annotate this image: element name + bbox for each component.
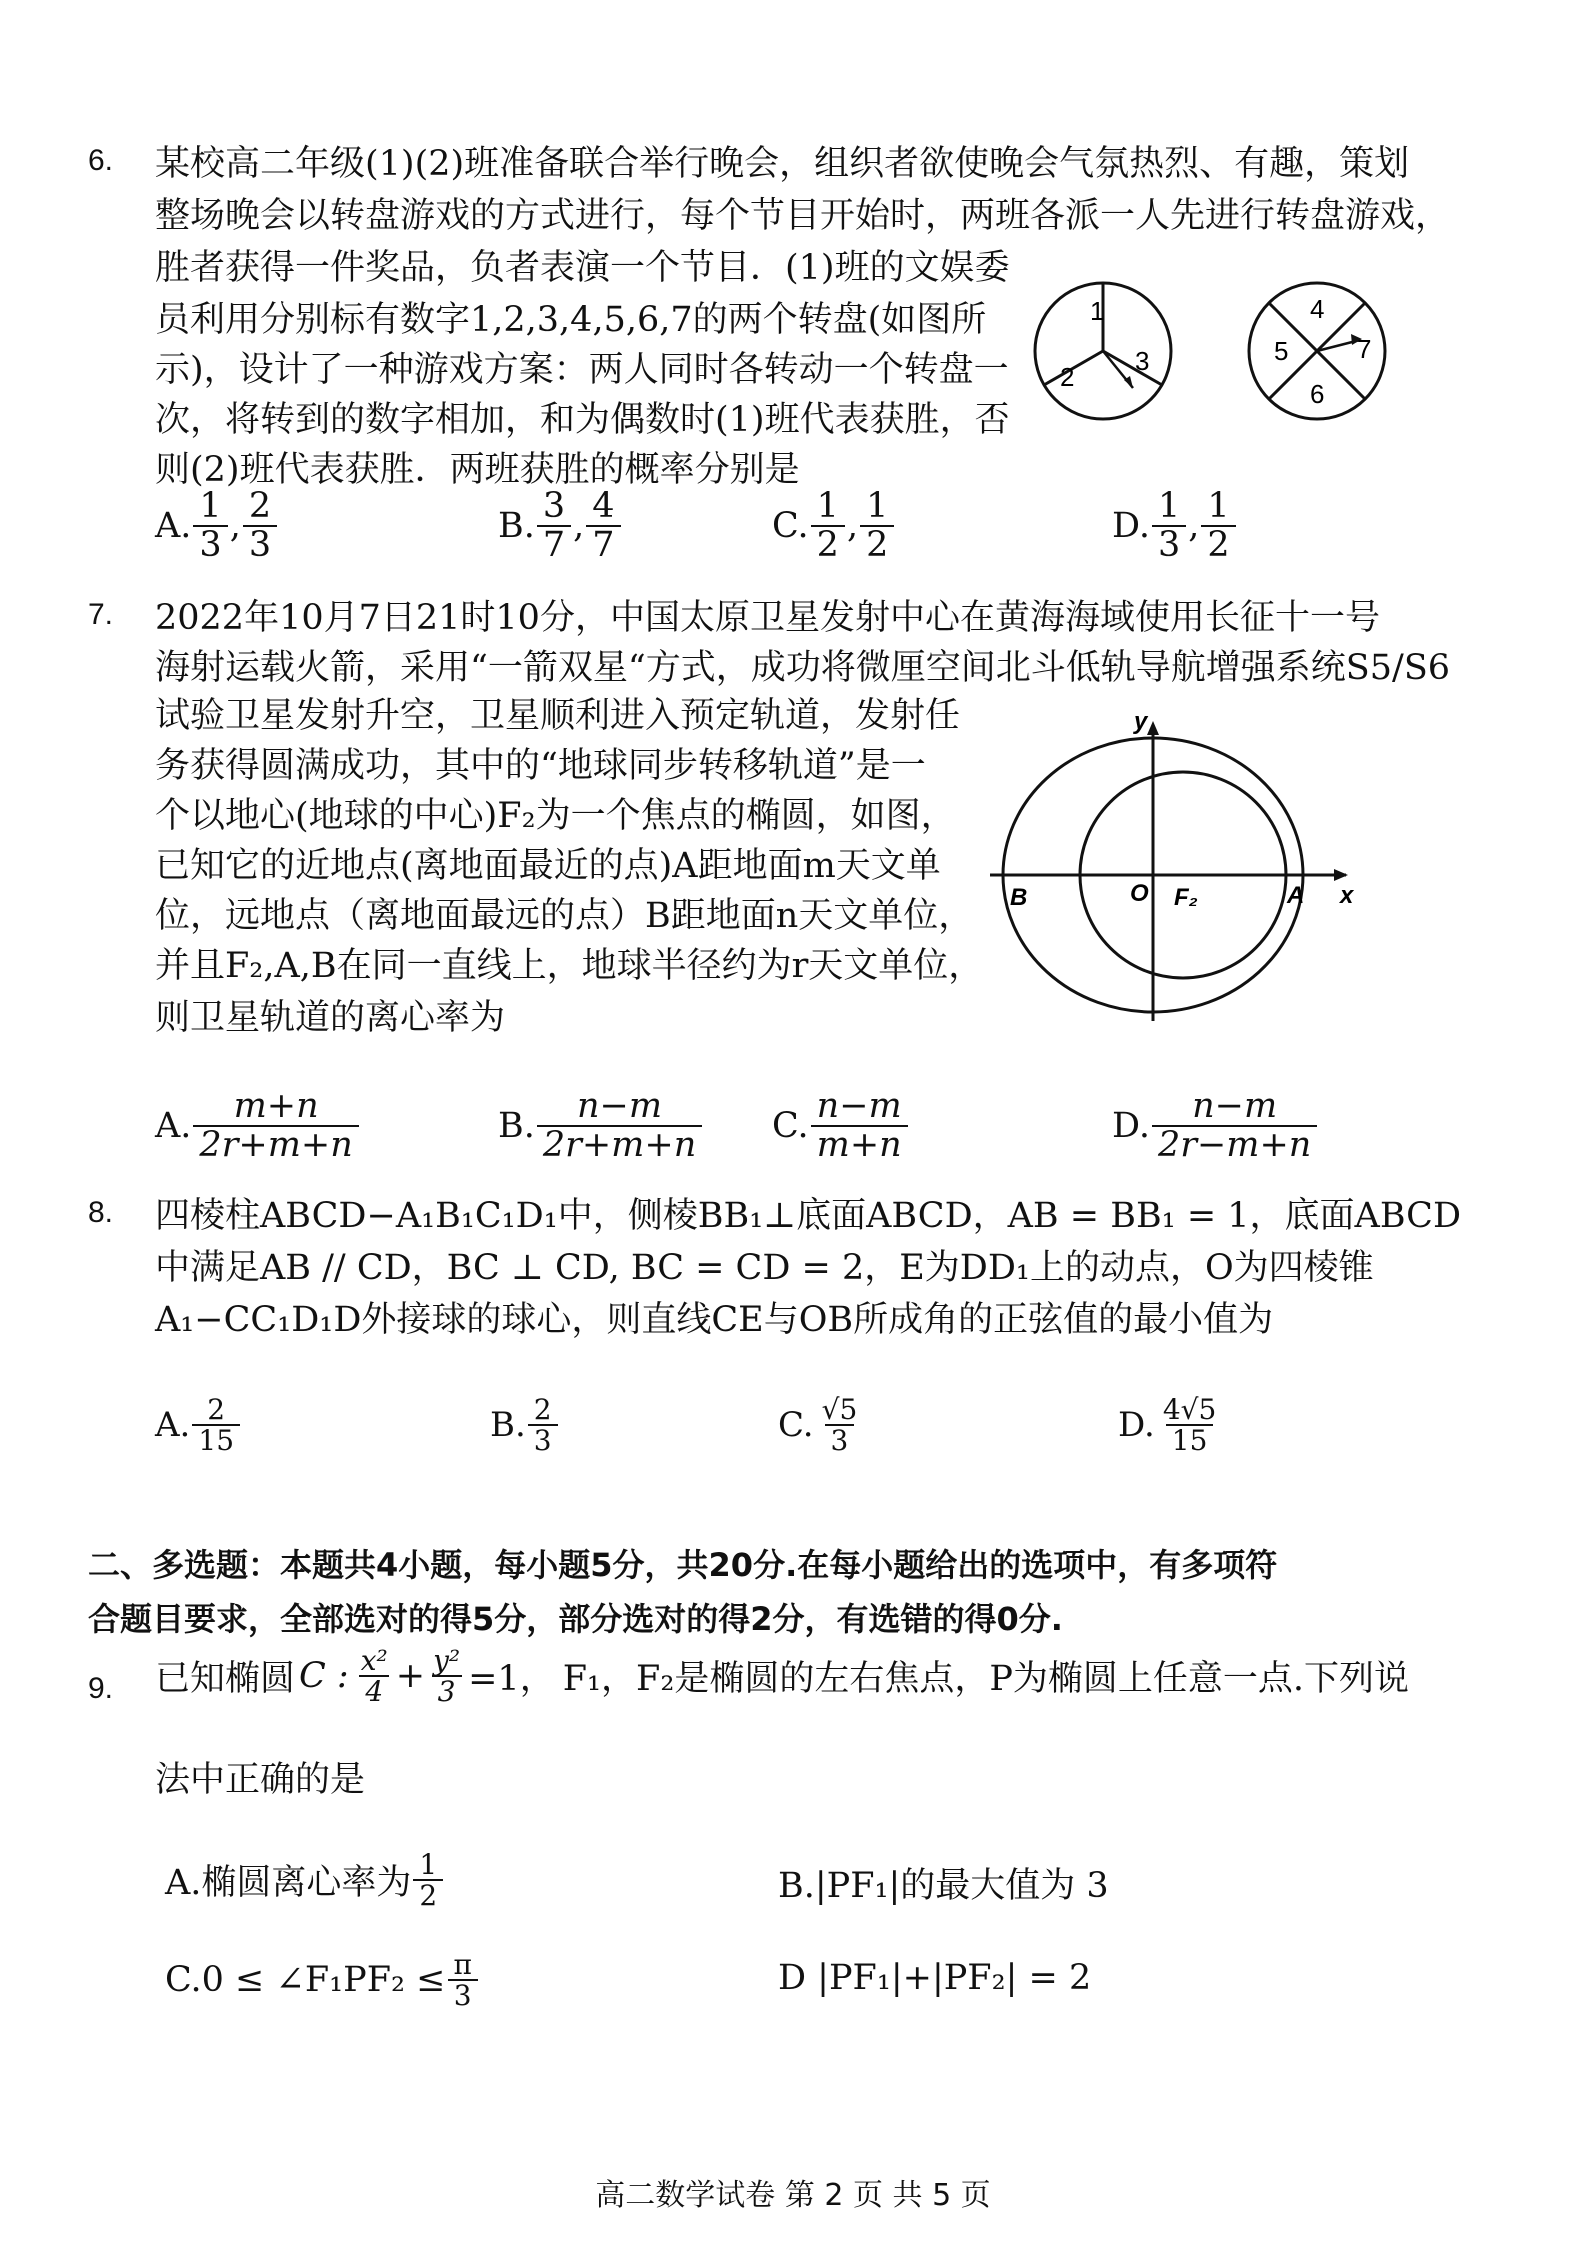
fraction: $\frac{3}{7}$ xyxy=(537,488,571,564)
question-text-line: 次，将转到的数字相加，和为偶数时(1)班代表获胜，否 xyxy=(155,400,1010,440)
question-text-line: 员利用分别标有数字1,2,3,4,5,6,7的两个转盘(如图所 xyxy=(155,300,987,340)
question-text-line: 已知椭圆 C : $\frac{\text{x²}}{4}$ + $\frac{\text{y²}}{3}$ =1， F₁，F₂是椭圆的左右焦点，P为椭圆上任意一点.下列说 xyxy=(155,1644,1410,1709)
question-text-line: 胜者获得一件奖品，负者表演一个节目．(1)班的文娱委 xyxy=(155,248,1010,288)
fraction: $\frac{n-m}{2r-m+n}$ xyxy=(1152,1088,1317,1164)
fraction: $\frac{n-m}{m+n}$ xyxy=(811,1088,908,1164)
fraction: $\frac{4}{7}$ xyxy=(586,488,620,564)
fraction: $\frac{m+n}{2r+m+n}$ xyxy=(193,1088,358,1164)
question-number: 7. xyxy=(88,598,114,631)
wheel-number: 5 xyxy=(1274,336,1289,366)
spinner-wheel-2 xyxy=(1249,283,1385,419)
option-c[interactable]: C. $\frac{1}{2}$ , $\frac{1}{2}$ xyxy=(772,488,896,564)
question-text-line: 四棱柱ABCD−A₁B₁C₁D₁中，侧棱BB₁⊥底面ABCD，AB = BB₁ = 1，底面ABCD xyxy=(155,1196,1462,1236)
point-label: O xyxy=(1130,880,1149,907)
option-label: B. xyxy=(498,1105,535,1146)
option-a[interactable] xyxy=(155,1395,242,1456)
question-text-line: 法中正确的是 xyxy=(155,1760,366,1800)
question-text-line: 并且F₂,A,B在同一直线上，地球半径约为r天文单位， xyxy=(155,946,984,986)
fraction: $\frac{1}{3}$ xyxy=(193,488,227,564)
option-label: A. xyxy=(155,505,192,546)
option-a[interactable] xyxy=(155,1088,361,1164)
section-heading: 合题目要求，全部选对的得5分，部分选对的得2分，有选错的得0分. xyxy=(88,1600,1063,1638)
fraction: $\frac{√5}{3}$ xyxy=(821,1393,858,1458)
option-c[interactable] xyxy=(772,1088,910,1164)
fraction: $\frac{n-m}{2r+m+n}$ xyxy=(537,1088,702,1164)
fraction: $\frac{4√5}{15}$ xyxy=(1162,1393,1217,1458)
section-heading: 二、多选题：本题共4小题，每小题5分，共20分.在每小题给出的选项中，有多项符 xyxy=(88,1546,1278,1584)
point-label: A xyxy=(1287,882,1305,909)
fraction: $\frac{2}{3}$ xyxy=(528,1395,558,1456)
option-a[interactable]: A. $\frac{1}{3}$ , $\frac{2}{3}$ xyxy=(155,488,279,564)
axis-label: x xyxy=(1340,882,1354,909)
option-label: B. xyxy=(498,505,535,546)
question-text-line: 示)，设计了一种游戏方案：两人同时各转动一个转盘一 xyxy=(155,350,1009,390)
option-label: D. xyxy=(1112,1105,1150,1146)
point-label: F₂ xyxy=(1174,884,1198,911)
option-label: D. xyxy=(1118,1405,1155,1446)
question-text-line: 位，远地点（离地面最远的点）B距地面n天文单位， xyxy=(155,896,974,936)
option-b[interactable] xyxy=(490,1395,560,1456)
question-number: 6. xyxy=(88,144,114,177)
option-a[interactable]: A.椭圆离心率为 $\frac{1}{2}$ xyxy=(165,1850,445,1911)
question-text-line: 已知它的近地点(离地面最近的点)A距地面m天文单 xyxy=(155,846,941,886)
question-text-line: 试验卫星发射升空，卫星顺利进入预定轨道，发射任 xyxy=(155,696,961,736)
option-b[interactable]: B. $\frac{3}{7}$ , $\frac{4}{7}$ xyxy=(498,488,623,564)
question-text-line: 务获得圆满成功，其中的“地球同步转移轨道”是一 xyxy=(155,746,926,786)
question-text-line: 则卫星轨道的离心率为 xyxy=(155,998,506,1038)
wheel-number: 4 xyxy=(1310,294,1325,324)
option-label: D. xyxy=(1112,505,1150,546)
question-text-line: 整场晚会以转盘游戏的方式进行，每个节目开始时，两班各派一人先进行转盘游戏， xyxy=(155,196,1451,236)
option-c[interactable]: C.0 ≤ ∠F₁PF₂ ≤ $\frac{\pi}{3}$ xyxy=(165,1950,480,2011)
ellipse-orbit-figure xyxy=(990,705,1370,1025)
question-number: 8. xyxy=(88,1196,114,1229)
option-label: C. xyxy=(772,505,809,546)
wheel-number: 7 xyxy=(1357,334,1372,364)
fraction: $\frac{\text{y²}}{3}$ xyxy=(433,1644,461,1709)
fraction: $\frac{2}{15}$ xyxy=(192,1395,240,1456)
page-footer: 高二数学试卷 第 2 页 共 5 页 xyxy=(595,2178,991,2213)
option-c[interactable] xyxy=(778,1395,865,1456)
option-d[interactable] xyxy=(1112,1088,1319,1164)
option-label: A. xyxy=(155,1405,191,1446)
wheel-number: 2 xyxy=(1060,362,1075,392)
fraction: $\frac{2}{3}$ xyxy=(243,488,277,564)
option-b[interactable]: B.|PF₁|的最大值为 3 xyxy=(778,1866,1109,1906)
fraction: $\frac{\pi}{3}$ xyxy=(447,1950,477,2011)
fraction: $\frac{\text{x²}}{4}$ xyxy=(360,1644,388,1709)
question-number: 9. xyxy=(88,1672,114,1705)
option-d[interactable]: D |PF₁|+|PF₂| = 2 xyxy=(778,1958,1092,1998)
question-text-line: 个以地心(地球的中心)F₂为一个焦点的椭圆，如图， xyxy=(155,796,956,836)
question-text-line: 中满足AB // CD，BC ⊥ CD, BC = CD = 2，E为DD₁上的动点，O为四棱锥 xyxy=(155,1248,1374,1288)
question-text-line: 海射运载火箭，采用“一箭双星“方式，成功将微厘空间北斗低轨导航增强系统S5/S6 xyxy=(155,648,1451,688)
spinner-wheel-1 xyxy=(1035,283,1171,419)
option-label: B. xyxy=(490,1405,526,1446)
option-label: C. xyxy=(772,1105,809,1146)
fraction: $\frac{1}{2}$ xyxy=(1201,488,1235,564)
option-label: A. xyxy=(155,1105,192,1146)
fraction: $\frac{1}{2}$ xyxy=(860,488,894,564)
spinner-wheels-figure xyxy=(1030,278,1390,438)
axis-label: y xyxy=(1134,708,1148,735)
point-label: B xyxy=(1010,884,1028,911)
fraction: $\frac{1}{2}$ xyxy=(811,488,845,564)
question-text-line: A₁−CC₁D₁D外接球的球心，则直线CE与OB所成角的正弦值的最小值为 xyxy=(155,1300,1274,1340)
question-text-line: 则(2)班代表获胜．两班获胜的概率分别是 xyxy=(155,450,800,490)
question-text-line: 2022年10月7日21时10分，中国太原卫星发射中心在黄海海域使用长征十一号 xyxy=(155,598,1380,638)
option-d[interactable] xyxy=(1118,1395,1224,1456)
question-text-line: 某校高二年级(1)(2)班准备联合举行晚会，组织者欲使晚会气氛热烈、有趣，策划 xyxy=(155,144,1410,184)
fraction: $\frac{1}{3}$ xyxy=(1152,488,1186,564)
wheel-number: 3 xyxy=(1135,346,1150,376)
option-label: C. xyxy=(778,1405,814,1446)
option-b[interactable] xyxy=(498,1088,704,1164)
option-d[interactable]: D. $\frac{1}{3}$ , $\frac{1}{2}$ xyxy=(1112,488,1238,564)
wheel-number: 6 xyxy=(1310,379,1325,409)
wheel-number: 1 xyxy=(1090,296,1105,326)
fraction: $\frac{1}{2}$ xyxy=(413,1850,443,1911)
